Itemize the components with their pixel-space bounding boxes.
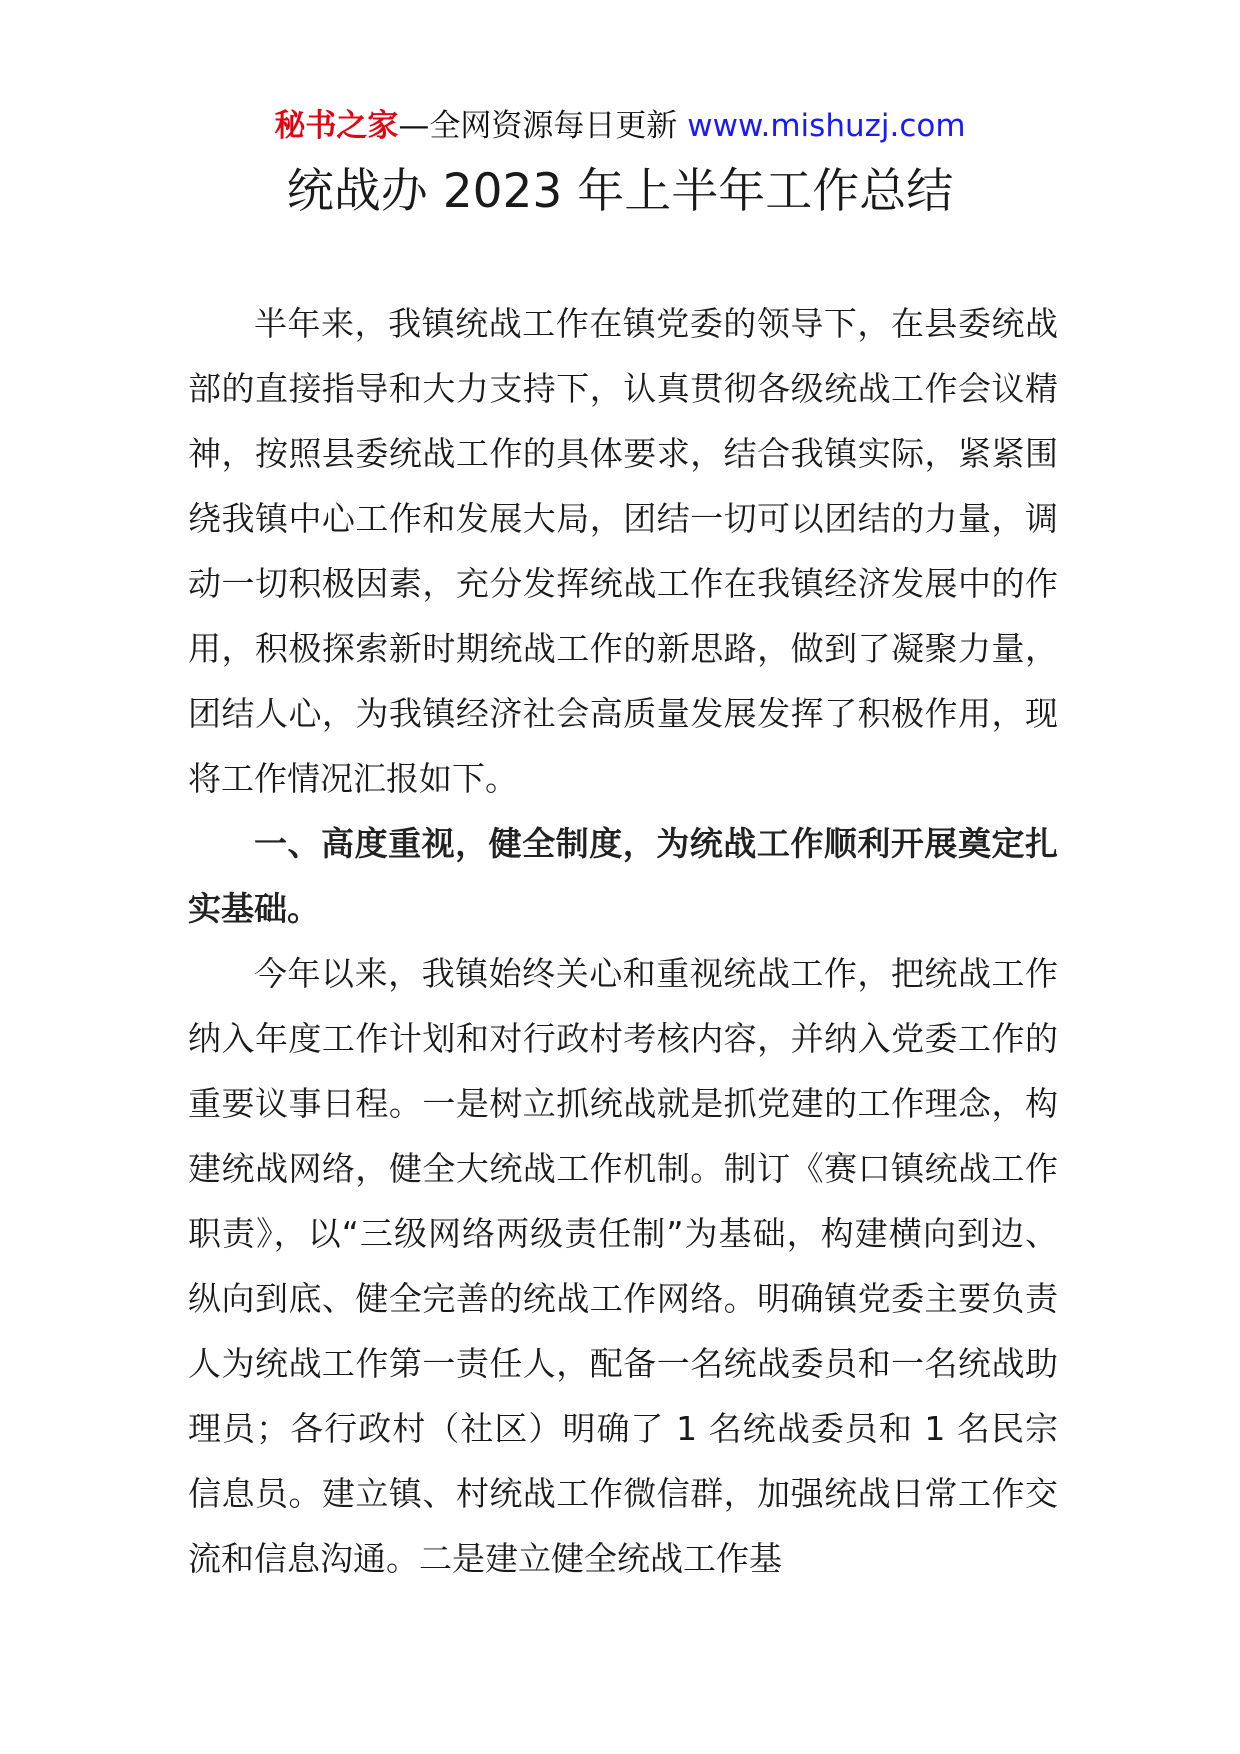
document-body: [188, 291, 1058, 1591]
document-title: 统战办 2023 年上半年工作总结: [286, 164, 954, 219]
brand-name: 秘书之家: [274, 108, 399, 144]
site-url-link[interactable]: www.mishuzj.com: [687, 108, 966, 144]
intro-paragraph: 半年来，我镇统战工作在镇党委的领导下，在县委统战部的直接指导和大力支持下，认真贯彻各级统战工作会议精神，按照县委统战工作的具体要求，结合我镇实际，紧紧围绕我镇中心工作和发展大局，团结一切可以团结的力量，调动一切积极因素，充分发挥统战工作在我镇经济发展中的作用，积极探索新时期统战工作的新思路，做到了凝聚力量，团结人心，为我镇经济社会高质量发展发挥了积极作用，现将工作情况汇报如下。: [188, 304, 1058, 798]
section-1-paragraph: 今年以来，我镇始终关心和重视统战工作，把统战工作纳入年度工作计划和对行政村考核内容，并纳入党委工作的重要议事日程。一是树立抓统战就是抓党建的工作理念，构建统战网络，健全大统战工作机制。制订《赛口镇统战工作职责》，以“三级网络两级责任制”为基础，构建横向到边、纵向到底、健全完善的统战工作网络。明确镇党委主要负责人为统战工作第一责任人，配备一名统战委员和一名统战助理员；各行政村（社区）明确了 1 名统战委员和 1 名民宗信息员。建立镇、村统战工作微信群，加强统战日常工作交流和信息沟通。二是建立健全统战工作基: [188, 954, 1058, 1578]
site-header: [0, 104, 1240, 148]
header-tagline: —全网资源每日更新: [398, 108, 678, 144]
section-heading-1: 一、高度重视，健全制度，为统战工作顺利开展奠定扎实基础。: [188, 824, 1058, 928]
